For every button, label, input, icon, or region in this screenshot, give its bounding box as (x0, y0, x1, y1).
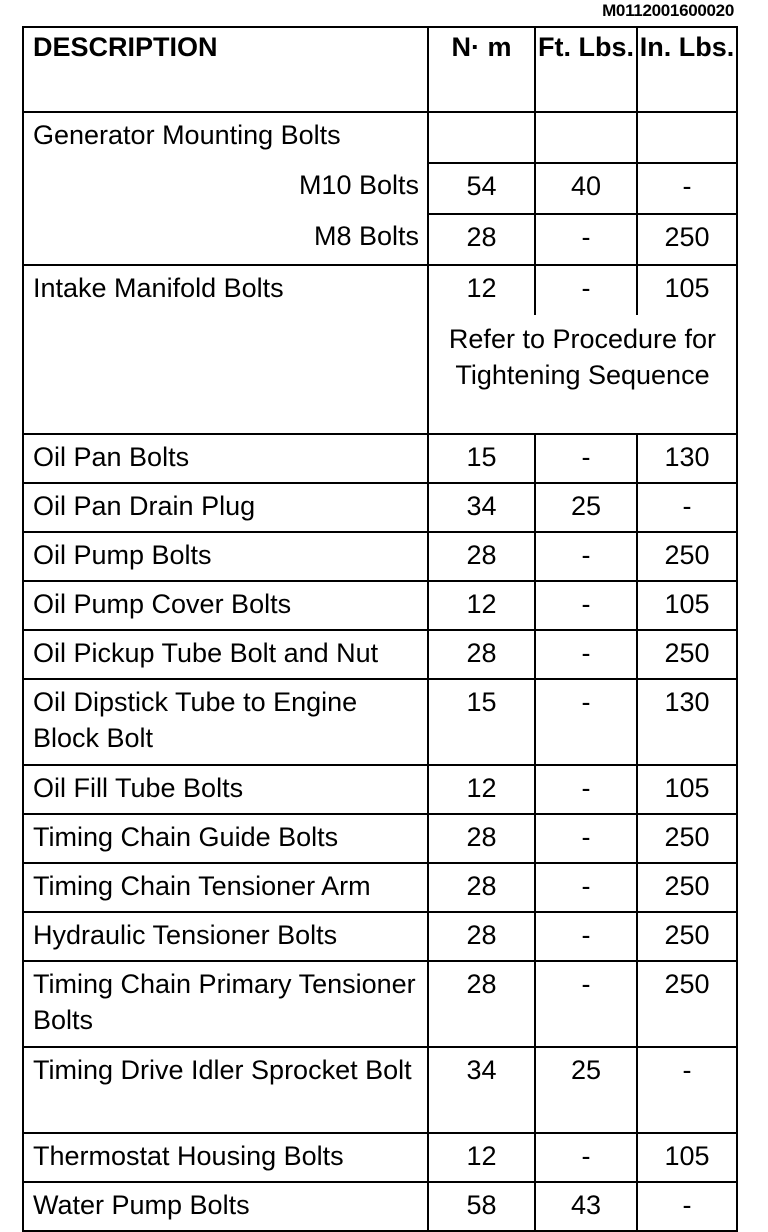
cell-nm: 28 (428, 214, 535, 265)
cell-ft-lbs: - (535, 679, 637, 765)
cell-nm: 15 (428, 434, 535, 483)
cell-ft-lbs: - (535, 765, 637, 814)
table-row (23, 1182, 737, 1231)
cell-ft-lbs: - (535, 214, 637, 265)
row-description: Oil Pump Bolts (23, 532, 428, 581)
cell-nm: 12 (428, 765, 535, 814)
cell-nm (428, 112, 535, 163)
header-row (23, 27, 737, 112)
header-in-lbs: In. Lbs. (637, 27, 737, 112)
cell-in-lbs: - (637, 483, 737, 532)
row-description: M10 Bolts (23, 163, 428, 214)
cell-in-lbs: 250 (637, 912, 737, 961)
cell-ft-lbs: - (535, 912, 637, 961)
cell-in-lbs: 105 (637, 1133, 737, 1182)
cell-nm: 34 (428, 483, 535, 532)
table-row (23, 483, 737, 532)
cell-in-lbs: 250 (637, 532, 737, 581)
row-description: Generator Mounting Bolts (23, 112, 428, 163)
row-description: Hydraulic Tensioner Bolts (23, 912, 428, 961)
torque-specification-table (22, 26, 738, 1232)
cell-ft-lbs: 40 (535, 163, 637, 214)
cell-in-lbs: 250 (637, 814, 737, 863)
cell-ft-lbs: - (535, 814, 637, 863)
row-description: Oil Pickup Tube Bolt and Nut (23, 630, 428, 679)
table-row (23, 434, 737, 483)
table-row-generator (23, 112, 737, 163)
row-description: Water Pump Bolts (23, 1182, 428, 1231)
cell-in-lbs: - (637, 1182, 737, 1231)
table-row (23, 532, 737, 581)
header-description: DESCRIPTION (23, 27, 428, 112)
row-description: Oil Dipstick Tube to Engine Block Bolt (23, 679, 428, 765)
cell-nm: 28 (428, 863, 535, 912)
cell-ft-lbs: - (535, 434, 637, 483)
cell-in-lbs: 250 (637, 863, 737, 912)
cell-nm: 34 (428, 1047, 535, 1133)
table-row (23, 679, 737, 765)
table-row (23, 765, 737, 814)
row-description: Timing Chain Guide Bolts (23, 814, 428, 863)
table-row (23, 863, 737, 912)
header-nm: N· m (428, 27, 535, 112)
header-ft-lbs: Ft. Lbs. (535, 27, 637, 112)
cell-nm: 12 (428, 581, 535, 630)
row-description: Oil Pan Drain Plug (23, 483, 428, 532)
cell-in-lbs: 105 (637, 265, 737, 315)
row-description: Timing Drive Idler Sprocket Bolt (23, 1047, 428, 1133)
cell-nm: 28 (428, 912, 535, 961)
table-row (23, 912, 737, 961)
cell-in-lbs: 250 (637, 630, 737, 679)
table-row-intake (23, 265, 737, 315)
row-description: Timing Chain Primary Tensioner Bolts (23, 961, 428, 1047)
row-description: Thermostat Housing Bolts (23, 1133, 428, 1182)
cell-ft-lbs: - (535, 581, 637, 630)
cell-in-lbs: 250 (637, 961, 737, 1047)
table-row (23, 814, 737, 863)
cell-nm: 28 (428, 814, 535, 863)
table-row (23, 961, 737, 1047)
row-description: Oil Pump Cover Bolts (23, 581, 428, 630)
table-row-m8 (23, 214, 737, 265)
cell-ft-lbs: 43 (535, 1182, 637, 1231)
cell-nm: 54 (428, 163, 535, 214)
row-description: Oil Fill Tube Bolts (23, 765, 428, 814)
cell-in-lbs (637, 112, 737, 163)
cell-nm: 58 (428, 1182, 535, 1231)
table-row (23, 630, 737, 679)
cell-in-lbs: 250 (637, 214, 737, 265)
cell-ft-lbs: 25 (535, 483, 637, 532)
cell-nm: 28 (428, 532, 535, 581)
cell-in-lbs: - (637, 163, 737, 214)
cell-ft-lbs: - (535, 961, 637, 1047)
cell-nm: 12 (428, 265, 535, 315)
cell-ft-lbs: - (535, 863, 637, 912)
row-description: Oil Pan Bolts (23, 434, 428, 483)
cell-ft-lbs: - (535, 1133, 637, 1182)
cell-in-lbs: 105 (637, 581, 737, 630)
table-row (23, 581, 737, 630)
table-row-m10 (23, 163, 737, 214)
intake-note: Refer to Procedure for Tightening Sequence (428, 315, 737, 434)
cell-nm: 28 (428, 961, 535, 1047)
document-id: M0112001600020 (602, 1, 734, 20)
cell-in-lbs: - (637, 1047, 737, 1133)
cell-in-lbs: 130 (637, 434, 737, 483)
row-description: M8 Bolts (23, 214, 428, 265)
table-row (23, 1133, 737, 1182)
cell-ft-lbs (535, 112, 637, 163)
cell-in-lbs: 105 (637, 765, 737, 814)
cell-nm: 12 (428, 1133, 535, 1182)
row-description: Timing Chain Tensioner Arm (23, 863, 428, 912)
cell-in-lbs: 130 (637, 679, 737, 765)
cell-ft-lbs: 25 (535, 1047, 637, 1133)
table-row (23, 1047, 737, 1133)
cell-nm: 15 (428, 679, 535, 765)
cell-ft-lbs: - (535, 532, 637, 581)
cell-ft-lbs: - (535, 630, 637, 679)
cell-ft-lbs: - (535, 265, 637, 315)
row-description: Intake Manifold Bolts (23, 265, 428, 434)
cell-nm: 28 (428, 630, 535, 679)
